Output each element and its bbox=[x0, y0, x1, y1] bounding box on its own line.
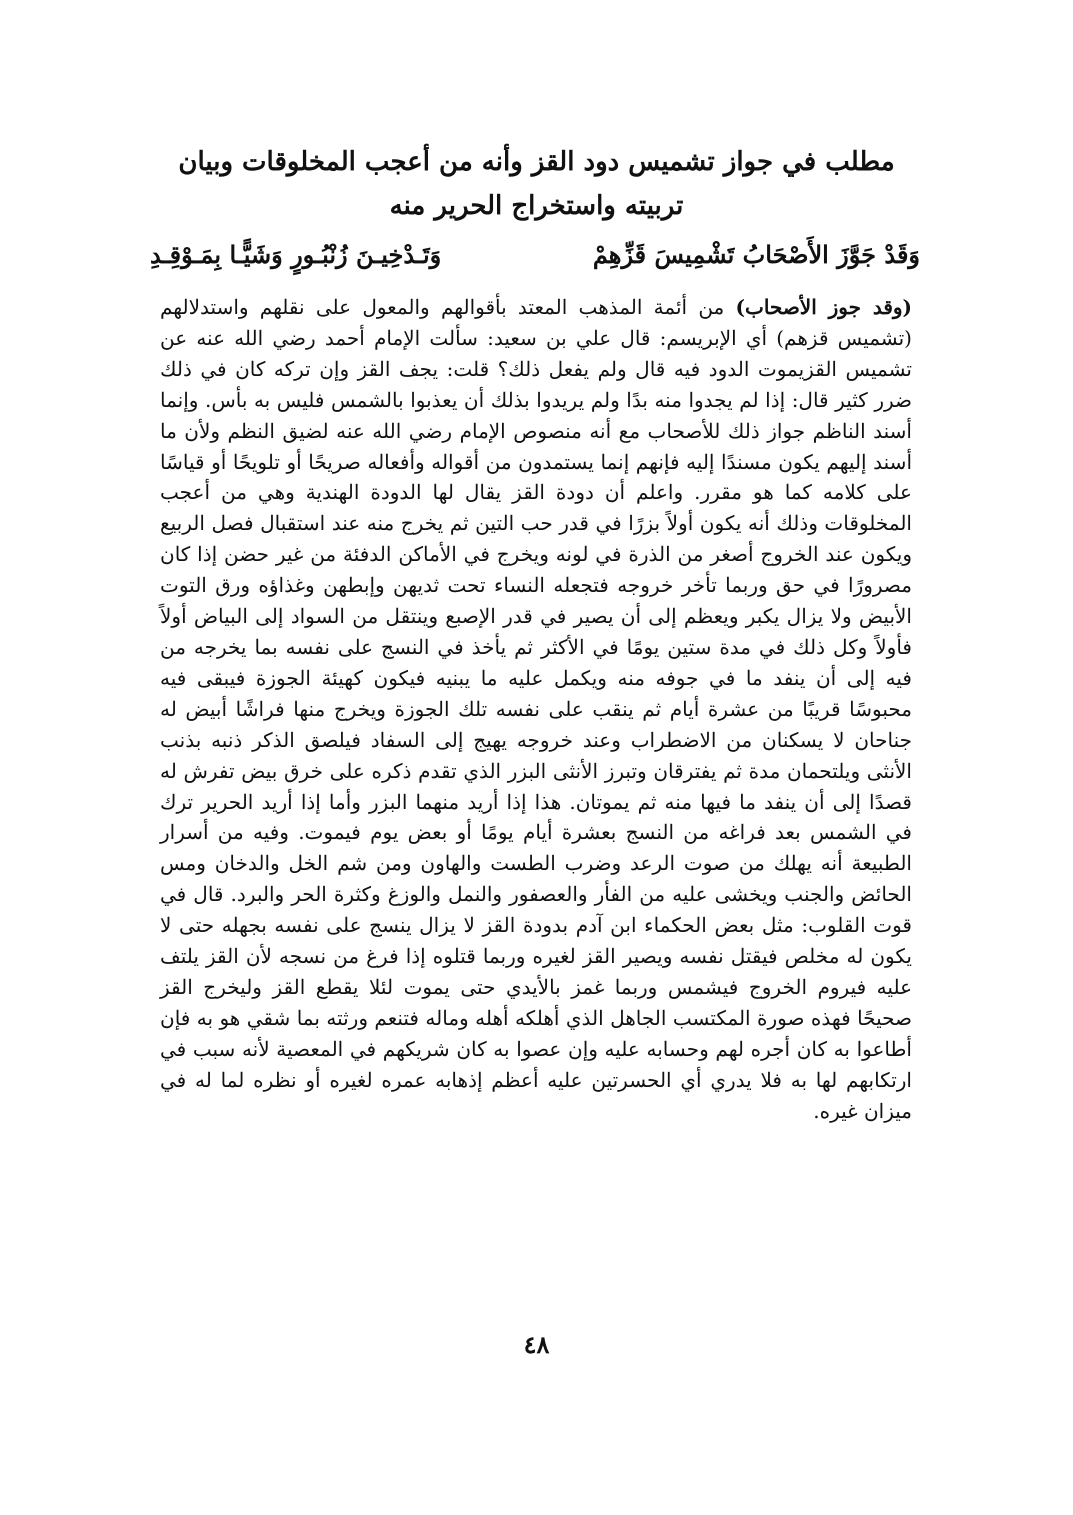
commentary-paragraph bbox=[160, 292, 912, 1126]
section-heading bbox=[130, 140, 943, 228]
commentary-lead-phrase: (وقد جوز الأصحاب) bbox=[735, 295, 912, 319]
verse-left-hemistich: وَتَـدْخِيـنَ زُنْبُـورٍ وَشَيًّـا بِمَـوْقِـدِ bbox=[150, 239, 442, 269]
commentary-text: من أئمة المذهب المعتد بأقوالهم والمعول على نقلهم واستدلالهم (تشميس قزهم) أي الإبريسم: قال علي بن سعيد: سألت الإمام أحمد رضي الله عنه عن تشميس القزيموت الدود فيه قال ولم يفعل ذلك؟ قلت: يجف القز وإن تركه كان في ذلك ضرر كثير قال: إذا لم يجدوا منه بدًا ولم يريدوا بذلك أن يعذبوا بالشمس فليس به بأس. وإنما أسند الناظم جواز ذلك للأصحاب مع أنه منصوص الإمام رضي الله عنه لضيق النظم ولأن ما أسند إليهم يكون مسندًا إليه فإنهم إنما يستمدون من أقواله وأفعاله صريحًا أو تلويحًا أو قياسًا على كلامه كما هو مقرر. واعلم أن دودة القز يقال لها الدودة الهندية وهي من أعجب المخلوقات وذلك أنه يكون أولاً بزرًا في قدر حب التين ثم يخرج منه عند استقبال فصل الربيع ويكون عند الخروج أصغر من الذرة في لونه ويخرج في الأماكن الدفئة من غير حضن إذا كان مصرورًا في حق وربما تأخر خروجه فتجعله النساء تحت ثديهن وإبطهن وغذاؤه ورق التوت الأبيض ولا يزال يكبر ويعظم إلى أن يصير في قدر الإصبع وينتقل من السواد إلى البياض أولاً فأولاً وكل ذلك في مدة ستين يومًا في الأكثر ثم يأخذ في النسج على نفسه بما يخرجه من فيه إلى أن ينفد ما في جوفه منه ويكمل عليه ما يبنيه فيكون كهيئة الجوزة فيبقى فيه محبوسًا قريبًا من عشرة أيام ثم ينقب على نفسه تلك الجوزة ويخرج منها فراشًا أبيض له جناحان لا يسكنان من الاضطراب وعند خروجه يهيج إلى السفاد فيلصق الذكر ذنبه بذنب الأنثى ويلتحمان مدة ثم يفترقان وتبرز الأنثى البزر الذي تقدم ذكره على خرق بيض تفرش له قصدًا إلى أن ينفد ما فيها منه ثم يموتان. هذا إذا أريد منهما البزر وأما إذا أريد الحرير ترك في الشمس بعد فراغه من النسج بعشرة أيام يومًا أو بعض يوم فيموت. وفيه من أسرار الطبيعة أنه يهلك من صوت الرعد وضرب الطست والهاون ومن شم الخل والدخان ومس الحائض والجنب ويخشى عليه من الفأر والعصفور والنمل والوزغ وكثرة الحر والبرد. قال في قوت القلوب: مثل بعض الحكماء ابن آدم بدودة القز لا يزال ينسج على نفسه بجهله حتى لا يكون له مخلص فيقتل نفسه ويصير القز لغيره وربما قتلوه إذا فرغ من نسجه لأن القز يلتف عليه فيروم الخروج فيشمس وربما غمز بالأيدي حتى يموت لئلا يقطع القز وليخرج القز صحيحًا فهذه صورة المكتسب الجاهل الذي أهلكه أهله وماله فتنعم ورثته بما شقي هو به فإن أطاعوا به كان أجره لهم وحسابه عليه وإن عصوا به كان شريكهم في المعصية لأنه سبب في ارتكابهم لها به فلا يدري أي الحسرتين عليه أعظم إذهابه عمره لغيره أو نظره لما له في ميزان غيره. bbox=[160, 295, 913, 1123]
page-number: ٤٨ bbox=[523, 1330, 550, 1359]
heading-line-1: مطلب في جواز تشميس دود القز وأنه من أعجب المخلوقات وبيان bbox=[178, 147, 895, 177]
verse-right-hemistich: وَقَدْ جَوَّزَ الأَصْحَابُ تَشْمِيسَ قَزِّهِمْ bbox=[592, 239, 920, 269]
commentary-body bbox=[160, 292, 912, 1126]
heading-line-2: تربيته واستخراج الحرير منه bbox=[389, 191, 684, 221]
poem-verse bbox=[150, 232, 920, 276]
